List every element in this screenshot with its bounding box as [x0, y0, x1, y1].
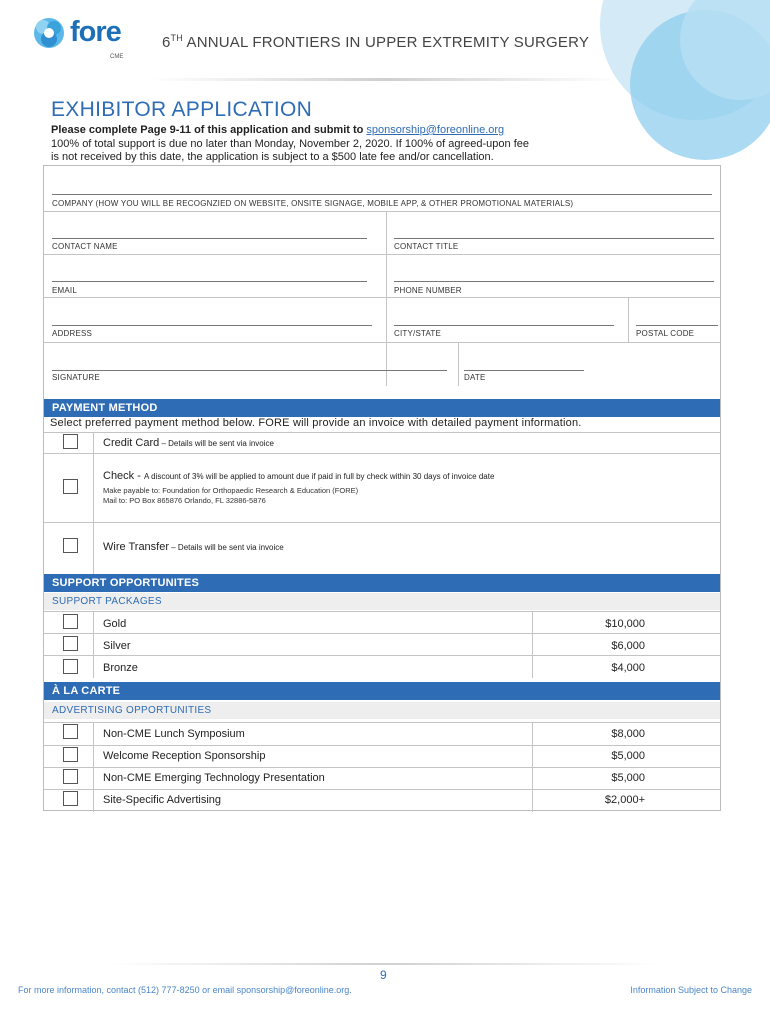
lunch-symposium-checkbox[interactable]	[63, 724, 78, 739]
postal-code-label: POSTAL CODE	[636, 329, 695, 338]
support-packages-subheader: SUPPORT PACKAGES	[44, 593, 720, 610]
fore-logo-icon	[32, 16, 66, 50]
credit-card-checkbox[interactable]	[63, 434, 78, 449]
company-label: COMPANY (HOW YOU WILL BE RECOGNZIED ON WEBSITE, ONSITE SIGNAGE, MOBILE APP, & OTHER PROMOTIONAL MATERIALS)	[52, 199, 574, 208]
silver-package-checkbox[interactable]	[63, 636, 78, 651]
phone-input[interactable]	[394, 281, 714, 282]
item-label: Welcome Reception Sponsorship	[103, 750, 266, 762]
city-state-input[interactable]	[394, 325, 614, 326]
signature-label: SIGNATURE	[52, 373, 100, 382]
package-label: Bronze	[103, 662, 138, 674]
item-label: Site-Specific Advertising	[103, 794, 221, 806]
phone-label: PHONE NUMBER	[394, 286, 462, 295]
item-price: $8,000	[611, 728, 645, 740]
contact-name-label: CONTACT NAME	[52, 242, 118, 251]
check-payable-note: Make payable to: Foundation for Orthopaedic Research & Education (FORE)	[103, 486, 359, 495]
application-form	[43, 165, 721, 811]
package-price: $4,000	[611, 662, 645, 674]
welcome-reception-checkbox[interactable]	[63, 747, 78, 762]
postal-code-input[interactable]	[636, 325, 718, 326]
date-label: DATE	[464, 373, 486, 382]
page-title: EXHIBITOR APPLICATION	[51, 98, 313, 121]
footer-disclaimer: Information Subject to Change	[630, 985, 752, 995]
a-la-carte-header: À LA CARTE	[44, 682, 720, 700]
item-price: $5,000	[611, 772, 645, 784]
support-opportunities-header: SUPPORT OPPORTUNITES	[44, 574, 720, 592]
intro-text: Please complete Page 9-11 of this application and submit to sponsorship@foreonline.org 100% of total support is due no later than Monday, November 2, 2020. If 100% of agreed-upon fee is not received by this date, the application is subject to a $500 late fee and/or cancellation.	[51, 124, 529, 163]
site-advertising-checkbox[interactable]	[63, 791, 78, 806]
city-state-label: CITY/STATE	[394, 329, 442, 338]
check-option: Check - A discount of 3% will be applied to amount due if paid in full by check within 30 days of invoice date	[103, 470, 495, 482]
contact-title-input[interactable]	[394, 238, 714, 239]
company-input[interactable]	[52, 194, 712, 195]
decorative-bubbles	[570, 0, 770, 170]
payment-method-header: PAYMENT METHOD	[44, 399, 720, 417]
date-input[interactable]	[464, 370, 584, 371]
email-label: EMAIL	[52, 286, 78, 295]
check-checkbox[interactable]	[63, 479, 78, 494]
wire-transfer-checkbox[interactable]	[63, 538, 78, 553]
signature-input[interactable]	[52, 370, 447, 371]
package-label: Silver	[103, 640, 131, 652]
gold-package-checkbox[interactable]	[63, 614, 78, 629]
contact-title-label: CONTACT TITLE	[394, 242, 459, 251]
page-number: 9	[380, 968, 387, 982]
payment-instruction: Select preferred payment method below. FORE will provide an invoice with detailed payment information.	[50, 417, 582, 429]
footer-contact: For more information, contact (512) 777-8250 or email sponsorship@foreonline.org.	[18, 985, 352, 995]
item-label: Non-CME Lunch Symposium	[103, 728, 245, 740]
item-price: $2,000+	[604, 794, 645, 806]
item-label: Non-CME Emerging Technology Presentation	[103, 772, 325, 784]
event-title: 6TH ANNUAL FRONTIERS IN UPPER EXTREMITY SURGERY	[162, 33, 590, 51]
package-label: Gold	[103, 618, 127, 630]
credit-card-option: Credit Card – Details will be sent via invoice	[103, 437, 274, 449]
header-divider	[150, 78, 620, 81]
address-label: ADDRESS	[52, 329, 93, 338]
package-price: $6,000	[611, 640, 645, 652]
logo-subtext: CME	[110, 54, 124, 60]
emerging-tech-checkbox[interactable]	[63, 769, 78, 784]
fore-logo	[32, 14, 132, 64]
logo-wordmark: fore	[70, 16, 121, 48]
sponsorship-email-link[interactable]: sponsorship@foreonline.org	[366, 124, 505, 136]
advertising-subheader: ADVERTISING OPPORTUNITIES	[44, 702, 720, 719]
wire-transfer-option: Wire Transfer – Details will be sent via invoice	[103, 541, 284, 553]
bronze-package-checkbox[interactable]	[63, 659, 78, 674]
check-mail-note: Mail to: PO Box 865876 Orlando, FL 32886-5876	[103, 496, 266, 505]
item-price: $5,000	[611, 750, 645, 762]
contact-name-input[interactable]	[52, 238, 367, 239]
email-input[interactable]	[52, 281, 367, 282]
package-price: $10,000	[605, 618, 645, 630]
footer-divider	[110, 963, 660, 965]
address-input[interactable]	[52, 325, 372, 326]
